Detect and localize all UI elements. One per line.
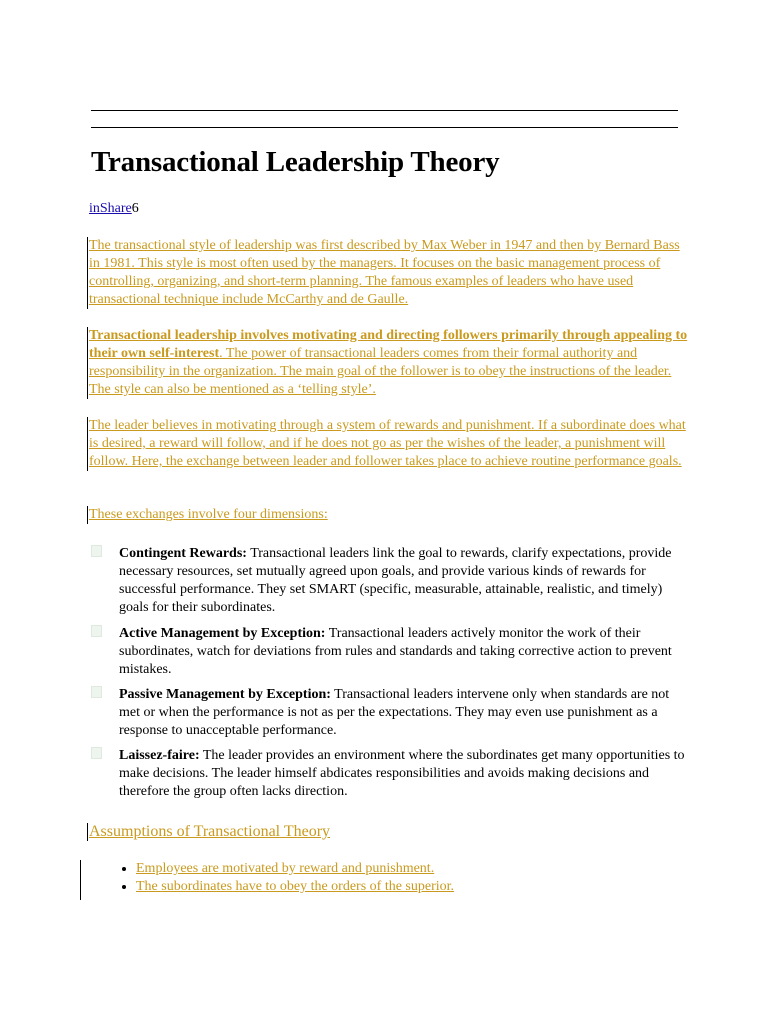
dimensions-intro[interactable]: [87, 506, 689, 524]
assumptions-list: [80, 860, 681, 900]
bullet-image-icon: [91, 625, 102, 637]
top-divider-2: [91, 127, 678, 128]
dimension-term: Contingent Rewards:: [119, 546, 247, 561]
intro-paragraph[interactable]: [87, 237, 689, 309]
dimension-term: Active Management by Exception:: [119, 626, 326, 641]
intro-text: The transactional style of leadership was first described by Max Weber in 1947 and then by Bernard Bass in 1981. This style is most often used by the managers. It focuses on the basic management process of controlling, organizing, and short-term planning. The famous examples of leaders who have used transactional technique include McCarthy and de Gaulle.: [89, 238, 680, 307]
list-item[interactable]: • Employees are motivated by reward and punishment.: [136, 860, 681, 878]
dimension-text: Transactional leaders actively monitor the work of their subordinates, watch for deviations from rules and standards and taking corrective action to prevent mistakes.: [119, 626, 672, 677]
definition-paragraph[interactable]: [87, 327, 689, 399]
dimension-item: [91, 747, 691, 801]
rewards-text: The leader believes in motivating through a system of rewards and punishment. If a subordinate does what is desired, a reward will follow, and if he does not go as per the wishes of the leader, a punishment will follow. Here, the exchange between leader and follower takes place to achieve routine performance goals.: [89, 418, 686, 469]
dimension-item: [91, 625, 691, 679]
assumptions-heading[interactable]: Assumptions of Transactional Theory: [89, 823, 331, 840]
dimension-text: Transactional leaders link the goal to rewards, clarify expectations, provide necessary resources, set mutually agreed upon goals, and provide various kinds of rewards for successful performance. They set SMART (specific, measurable, attainable, realistic, and timely) goals for their subordinates.: [119, 546, 672, 615]
bullet-image-icon: [91, 747, 102, 759]
dimension-term: Passive Management by Exception:: [119, 687, 331, 702]
bullet-image-icon: [91, 545, 102, 557]
bullet-image-icon: [91, 686, 102, 698]
dimension-term: Laissez-faire:: [119, 748, 200, 763]
top-divider-1: [91, 110, 678, 111]
list-item[interactable]: • The subordinates have to obey the orders of the superior.: [136, 878, 681, 896]
dimension-text: Transactional leaders intervene only when standards are not met or when the performance is not as per the expectations. They may even use punishment as a response to unacceptable performance.: [119, 687, 670, 738]
dimension-item: [91, 545, 691, 617]
page-title: Transactional Leadership Theory: [91, 146, 500, 178]
share-count: 6: [131, 201, 139, 216]
definition-bold-text: Transactional leadership involves motivating and directing followers primarily through appealing to their own self-interest: [89, 328, 688, 361]
dimension-text: The leader provides an environment where the subordinates get many opportunities to make decisions. The leader himself abdicates responsibilities and avoids making decisions and therefore the group often lacks direction.: [119, 748, 685, 799]
rewards-paragraph[interactable]: [87, 417, 689, 471]
share-widget: [89, 201, 139, 217]
dimensions-intro-text: These exchanges involve four dimensions:: [89, 507, 328, 522]
linkedin-share-link[interactable]: inShare: [89, 201, 132, 216]
dimension-item: [91, 686, 691, 740]
definition-text: . The power of transactional leaders comes from their formal authority and responsibility in the organization. The main goal of the follower is to obey the instructions of the leader. The style can also be mentioned as a ‘telling style’.: [89, 346, 672, 397]
